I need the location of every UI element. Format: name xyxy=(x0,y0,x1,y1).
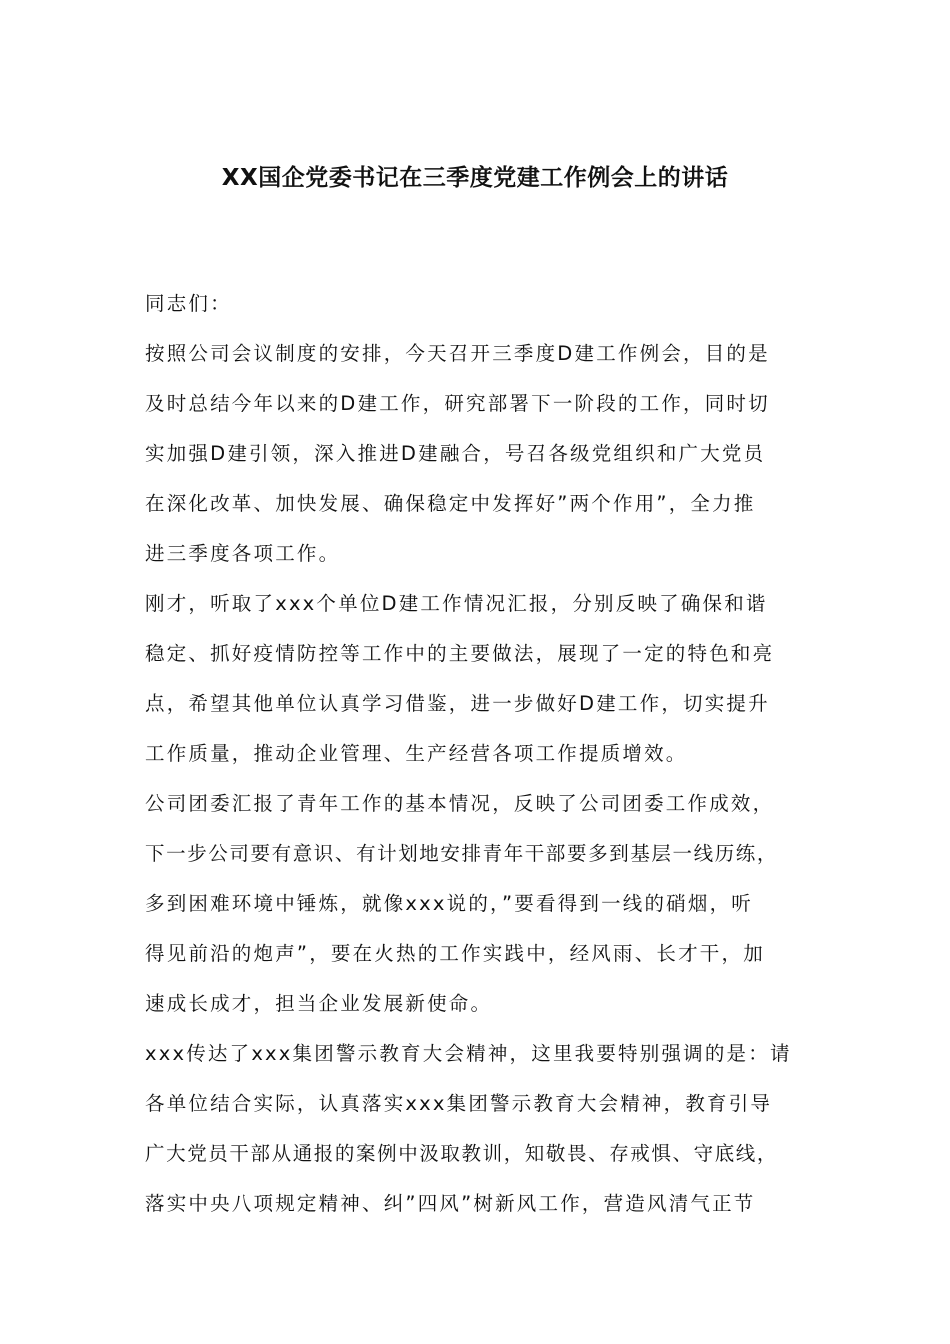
text-line: 多到困难环境中锤炼，就像xxx说的，”要看得到一线的硝烟，听 xyxy=(145,892,753,915)
text-line: 稳定、抓好疫情防控等工作中的主要做法，展现了一定的特色和亮 xyxy=(145,642,775,665)
document-title: XX国企党委书记在三季度党建工作例会上的讲话 xyxy=(221,165,729,191)
text-line: 工作质量，推动企业管理、生产经营各项工作提质增效。 xyxy=(145,742,688,765)
text-line: 及时总结今年以来的D建工作，研究部署下一阶段的工作，同时切 xyxy=(145,392,770,415)
text-line: 各单位结合实际，认真落实xxx集团警示教育大会精神，教育引导 xyxy=(145,1092,773,1115)
text-line: 刚才，听取了xxx个单位D建工作情况汇报，分别反映了确保和谐 xyxy=(145,592,768,615)
text-line: 速成长成才，担当企业发展新使命。 xyxy=(145,992,493,1015)
text-line: 公司团委汇报了青年工作的基本情况，反映了公司团委工作成效， xyxy=(145,792,775,815)
document-body xyxy=(145,279,825,1229)
text-line: 在深化改革、加快发展、确保稳定中发挥好”两个作用”，全力推 xyxy=(145,492,756,515)
text-line: 下一步公司要有意识、有计划地安排青年干部要多到基层一线历练， xyxy=(145,842,779,865)
salutation-line: 同志们： xyxy=(145,292,232,315)
text-line: 按照公司会议制度的安排，今天召开三季度D建工作例会，目的是 xyxy=(145,342,770,365)
text-line: 落实中央八项规定精神、纠”四风”树新风工作，营造风清气正节 xyxy=(145,1192,756,1215)
text-line: 广大党员干部从通报的案例中汲取教训，知敬畏、存戒惧、守底线， xyxy=(145,1142,779,1165)
text-line: 点，希望其他单位认真学习借鉴，进一步做好D建工作，切实提升 xyxy=(145,692,770,715)
text-line: 实加强D建引领，深入推进D建融合，号召各级党组织和广大党员 xyxy=(145,442,766,465)
text-line: 得见前沿的炮声”，要在火热的工作实践中，经风雨、长才干，加 xyxy=(145,942,765,965)
text-line: 进三季度各项工作。 xyxy=(145,542,341,565)
text-line: xxx传达了xxx集团警示教育大会精神，这里我要特别强调的是：请 xyxy=(145,1042,792,1065)
